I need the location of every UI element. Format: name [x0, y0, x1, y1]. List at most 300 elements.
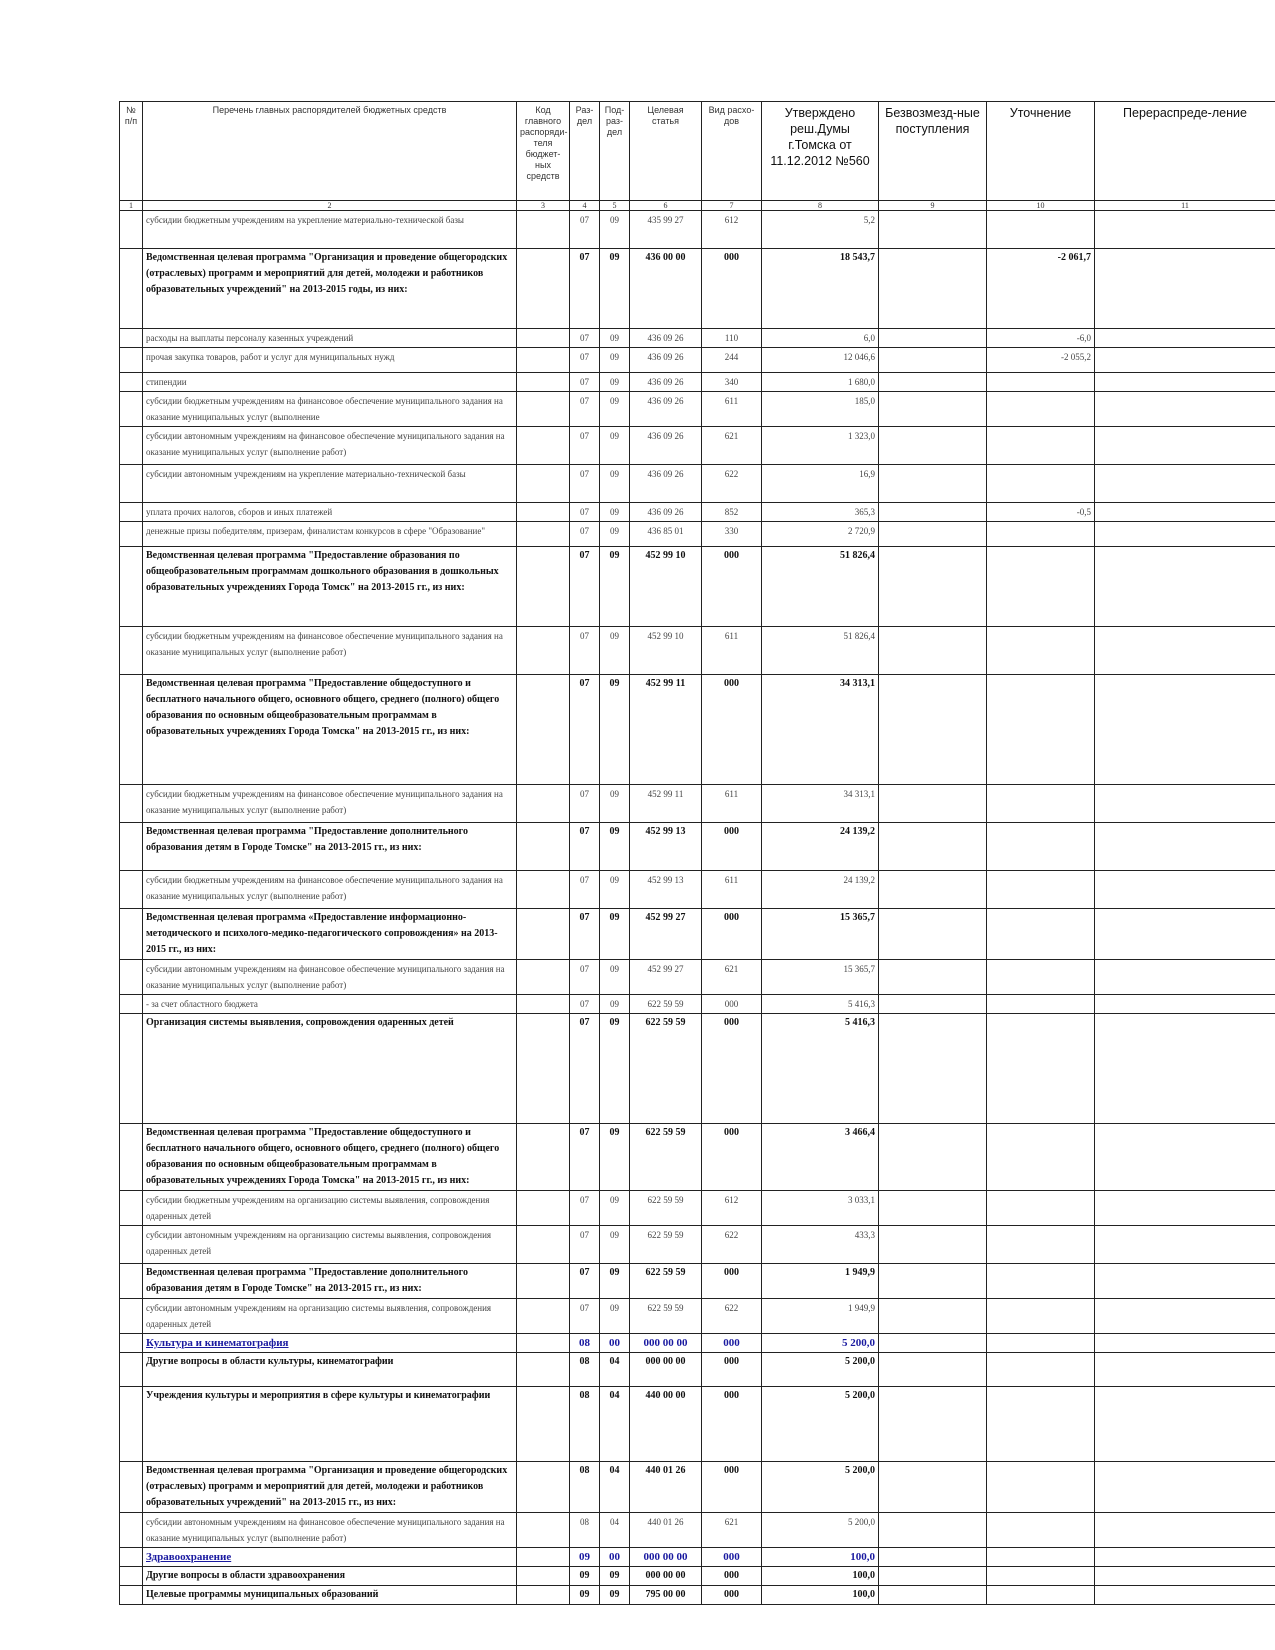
cell-number	[120, 1353, 143, 1387]
cell-free-receipts	[879, 249, 987, 329]
cell-statya: 436 00 00	[630, 249, 702, 329]
cell-utochnenie	[987, 627, 1095, 675]
cell-approved: 1 323,0	[762, 427, 879, 465]
cell-free-receipts	[879, 1264, 987, 1299]
cell-statya: 000 00 00	[630, 1353, 702, 1387]
table-row	[120, 427, 1275, 465]
cell-approved: 24 139,2	[762, 823, 879, 871]
cell-razdel: 07	[570, 871, 600, 909]
cell-podrazdel: 04	[600, 1387, 630, 1462]
cell-podrazdel: 09	[600, 823, 630, 871]
cell-number	[120, 503, 143, 522]
cell-name: субсидии бюджетным учреждениям на финансовое обеспечение муниципального задания на оказание муниципальных услуг (выполнение	[143, 392, 517, 427]
table-row	[120, 249, 1275, 329]
cell-number	[120, 211, 143, 249]
cell-statya: 436 09 26	[630, 329, 702, 348]
column-number: 4	[570, 201, 600, 211]
cell-vid: 611	[702, 871, 762, 909]
cell-number	[120, 1264, 143, 1299]
cell-approved: 1 949,9	[762, 1299, 879, 1334]
header-utochnenie: Уточнение	[987, 102, 1095, 201]
cell-code	[517, 1226, 570, 1264]
cell-statya: 436 09 26	[630, 427, 702, 465]
table-row	[120, 373, 1275, 392]
cell-approved: 100,0	[762, 1567, 879, 1586]
table-row	[120, 823, 1275, 871]
cell-razdel: 07	[570, 1124, 600, 1191]
cell-free-receipts	[879, 465, 987, 503]
cell-statya: 452 99 10	[630, 547, 702, 627]
cell-number	[120, 1299, 143, 1334]
cell-razdel: 07	[570, 1264, 600, 1299]
cell-approved: 34 313,1	[762, 785, 879, 823]
column-number: 5	[600, 201, 630, 211]
cell-utochnenie	[987, 392, 1095, 427]
cell-approved: 3 033,1	[762, 1191, 879, 1226]
cell-statya: 452 99 11	[630, 675, 702, 785]
cell-vid: 340	[702, 373, 762, 392]
cell-redistribution	[1095, 1567, 1275, 1586]
cell-utochnenie	[987, 1264, 1095, 1299]
cell-free-receipts	[879, 373, 987, 392]
cell-approved: 365,3	[762, 503, 879, 522]
cell-statya: 622 59 59	[630, 1124, 702, 1191]
cell-utochnenie	[987, 1513, 1095, 1548]
cell-redistribution	[1095, 348, 1275, 373]
cell-razdel: 07	[570, 1014, 600, 1124]
cell-utochnenie	[987, 1191, 1095, 1226]
cell-code	[517, 1353, 570, 1387]
cell-razdel: 07	[570, 1299, 600, 1334]
cell-vid: 611	[702, 627, 762, 675]
cell-podrazdel: 09	[600, 1299, 630, 1334]
cell-razdel: 08	[570, 1387, 600, 1462]
cell-approved: 1 680,0	[762, 373, 879, 392]
cell-utochnenie	[987, 427, 1095, 465]
cell-free-receipts	[879, 960, 987, 995]
cell-utochnenie	[987, 995, 1095, 1014]
cell-statya: 436 09 26	[630, 348, 702, 373]
cell-statya: 436 09 26	[630, 465, 702, 503]
cell-number	[120, 1548, 143, 1567]
cell-redistribution	[1095, 503, 1275, 522]
cell-number	[120, 823, 143, 871]
cell-utochnenie	[987, 465, 1095, 503]
cell-podrazdel: 09	[600, 373, 630, 392]
cell-approved: 185,0	[762, 392, 879, 427]
cell-code	[517, 1387, 570, 1462]
cell-number	[120, 871, 143, 909]
column-number-row	[120, 201, 1275, 211]
cell-code	[517, 1124, 570, 1191]
cell-number	[120, 1567, 143, 1586]
cell-number	[120, 373, 143, 392]
cell-free-receipts	[879, 871, 987, 909]
cell-name: Ведомственная целевая программа "Организация и проведение общегородских (отраслевых) программ и мероприятий для детей, молодежи и работников образовательных учреждений" на 2013-2015 годы, из них:	[143, 249, 517, 329]
cell-podrazdel: 09	[600, 1226, 630, 1264]
cell-statya: 000 00 00	[630, 1334, 702, 1353]
cell-utochnenie	[987, 960, 1095, 995]
cell-vid: 000	[702, 1567, 762, 1586]
cell-razdel: 07	[570, 348, 600, 373]
cell-redistribution	[1095, 1353, 1275, 1387]
cell-utochnenie	[987, 1462, 1095, 1513]
cell-approved: 100,0	[762, 1548, 879, 1567]
cell-redistribution	[1095, 1124, 1275, 1191]
cell-vid: 000	[702, 1586, 762, 1605]
cell-free-receipts	[879, 1462, 987, 1513]
table-row	[120, 995, 1275, 1014]
cell-utochnenie	[987, 522, 1095, 547]
cell-podrazdel: 00	[600, 1334, 630, 1353]
table-row	[120, 1462, 1275, 1513]
cell-utochnenie: -2 061,7	[987, 249, 1095, 329]
cell-razdel: 07	[570, 675, 600, 785]
cell-approved: 5,2	[762, 211, 879, 249]
cell-free-receipts	[879, 427, 987, 465]
cell-code	[517, 1191, 570, 1226]
table-row	[120, 1299, 1275, 1334]
cell-podrazdel: 09	[600, 211, 630, 249]
cell-number	[120, 960, 143, 995]
cell-utochnenie	[987, 1387, 1095, 1462]
cell-statya: 440 01 26	[630, 1462, 702, 1513]
cell-name: стипендии	[143, 373, 517, 392]
cell-approved: 3 466,4	[762, 1124, 879, 1191]
cell-podrazdel: 09	[600, 522, 630, 547]
cell-vid: 000	[702, 675, 762, 785]
table-row	[120, 1567, 1275, 1586]
cell-code	[517, 1014, 570, 1124]
cell-code	[517, 871, 570, 909]
cell-vid: 000	[702, 1462, 762, 1513]
cell-vid: 000	[702, 1353, 762, 1387]
cell-redistribution	[1095, 1462, 1275, 1513]
cell-redistribution	[1095, 960, 1275, 995]
cell-statya: 000 00 00	[630, 1567, 702, 1586]
cell-number	[120, 392, 143, 427]
cell-redistribution	[1095, 211, 1275, 249]
header-statya: Целевая статья	[630, 102, 702, 201]
cell-name: субсидии автономным учреждениям на организацию системы выявления, сопровождения одаренных детей	[143, 1226, 517, 1264]
cell-number	[120, 1226, 143, 1264]
cell-redistribution	[1095, 675, 1275, 785]
cell-free-receipts	[879, 1191, 987, 1226]
table-row	[120, 627, 1275, 675]
cell-number	[120, 1462, 143, 1513]
cell-utochnenie	[987, 1334, 1095, 1353]
cell-free-receipts	[879, 1299, 987, 1334]
cell-vid: 000	[702, 1334, 762, 1353]
cell-podrazdel: 09	[600, 547, 630, 627]
cell-code	[517, 1334, 570, 1353]
cell-statya: 436 09 26	[630, 503, 702, 522]
cell-code	[517, 392, 570, 427]
cell-number	[120, 909, 143, 960]
table-row	[120, 909, 1275, 960]
cell-number	[120, 1387, 143, 1462]
table-row	[120, 1191, 1275, 1226]
cell-number	[120, 785, 143, 823]
cell-number	[120, 1014, 143, 1124]
cell-redistribution	[1095, 373, 1275, 392]
cell-vid: 330	[702, 522, 762, 547]
cell-free-receipts	[879, 823, 987, 871]
cell-utochnenie	[987, 211, 1095, 249]
column-number: 6	[630, 201, 702, 211]
cell-redistribution	[1095, 995, 1275, 1014]
cell-approved: 15 365,7	[762, 909, 879, 960]
table-header-row	[120, 102, 1275, 201]
cell-redistribution	[1095, 1299, 1275, 1334]
cell-code	[517, 909, 570, 960]
cell-name: Ведомственная целевая программа "Предоставление дополнительного образования детям в Городе Томске" на 2013-2015 гг., из них:	[143, 1264, 517, 1299]
cell-free-receipts	[879, 785, 987, 823]
cell-code	[517, 960, 570, 995]
cell-razdel: 07	[570, 503, 600, 522]
cell-redistribution	[1095, 1548, 1275, 1567]
table-body	[120, 211, 1275, 1605]
cell-statya: 436 09 26	[630, 392, 702, 427]
cell-vid: 611	[702, 392, 762, 427]
table-row	[120, 871, 1275, 909]
cell-approved: 18 543,7	[762, 249, 879, 329]
cell-approved: 6,0	[762, 329, 879, 348]
table-row	[120, 785, 1275, 823]
cell-utochnenie	[987, 909, 1095, 960]
cell-approved: 2 720,9	[762, 522, 879, 547]
cell-redistribution	[1095, 329, 1275, 348]
cell-number	[120, 547, 143, 627]
table-row	[120, 547, 1275, 627]
cell-code	[517, 465, 570, 503]
cell-free-receipts	[879, 1513, 987, 1548]
header-razdel: Раз-дел	[570, 102, 600, 201]
cell-name: Другие вопросы в области культуры, кинематографии	[143, 1353, 517, 1387]
table-row	[120, 503, 1275, 522]
table-row	[120, 675, 1275, 785]
cell-name: субсидии автономным учреждениям на финансовое обеспечение муниципального задания на оказание муниципальных услуг (выполнение работ)	[143, 960, 517, 995]
cell-razdel: 07	[570, 823, 600, 871]
cell-number	[120, 995, 143, 1014]
cell-approved: 12 046,6	[762, 348, 879, 373]
cell-utochnenie	[987, 1226, 1095, 1264]
cell-podrazdel: 09	[600, 960, 630, 995]
column-number: 10	[987, 201, 1095, 211]
cell-code	[517, 211, 570, 249]
cell-free-receipts	[879, 1334, 987, 1353]
cell-razdel: 07	[570, 329, 600, 348]
cell-podrazdel: 04	[600, 1353, 630, 1387]
cell-code	[517, 1567, 570, 1586]
header-vid: Вид расхо-дов	[702, 102, 762, 201]
cell-code	[517, 785, 570, 823]
header-approved: Утверждено реш.Думы г.Томска от 11.12.2012 №560	[762, 102, 879, 201]
cell-statya: 452 99 27	[630, 909, 702, 960]
cell-code	[517, 249, 570, 329]
cell-name: субсидии бюджетным учреждениям на финансовое обеспечение муниципального задания на оказание муниципальных услуг (выполнение работ)	[143, 627, 517, 675]
table-row	[120, 1226, 1275, 1264]
cell-redistribution	[1095, 465, 1275, 503]
cell-statya: 622 59 59	[630, 1014, 702, 1124]
table-row	[120, 1264, 1275, 1299]
cell-podrazdel: 09	[600, 627, 630, 675]
column-number: 8	[762, 201, 879, 211]
cell-podrazdel: 04	[600, 1513, 630, 1548]
cell-vid: 000	[702, 249, 762, 329]
cell-razdel: 07	[570, 1226, 600, 1264]
cell-free-receipts	[879, 1014, 987, 1124]
cell-podrazdel: 09	[600, 675, 630, 785]
cell-approved: 15 365,7	[762, 960, 879, 995]
cell-name: денежные призы победителям, призерам, финалистам конкурсов в сфере "Образование"	[143, 522, 517, 547]
cell-redistribution	[1095, 392, 1275, 427]
cell-code	[517, 1513, 570, 1548]
cell-vid: 611	[702, 785, 762, 823]
cell-redistribution	[1095, 871, 1275, 909]
cell-utochnenie	[987, 823, 1095, 871]
cell-redistribution	[1095, 522, 1275, 547]
cell-vid: 000	[702, 547, 762, 627]
cell-free-receipts	[879, 1124, 987, 1191]
cell-utochnenie	[987, 1299, 1095, 1334]
cell-utochnenie	[987, 1586, 1095, 1605]
cell-statya: 000 00 00	[630, 1548, 702, 1567]
cell-statya: 622 59 59	[630, 1226, 702, 1264]
column-number: 7	[702, 201, 762, 211]
cell-podrazdel: 04	[600, 1462, 630, 1513]
cell-name: Ведомственная целевая программа "Предоставление общедоступного и бесплатного начального общего, основного общего, среднего (полного) общего образования по основным общеобразовательным программам в образовательных учреждениях Города Томска" на 2013-2015 гг., из них:	[143, 1124, 517, 1191]
cell-utochnenie: -2 055,2	[987, 348, 1095, 373]
cell-podrazdel: 09	[600, 329, 630, 348]
cell-name: Организация системы выявления, сопровождения одаренных детей	[143, 1014, 517, 1124]
cell-free-receipts	[879, 211, 987, 249]
cell-code	[517, 1299, 570, 1334]
cell-podrazdel: 09	[600, 909, 630, 960]
table-row	[120, 960, 1275, 995]
cell-approved: 100,0	[762, 1586, 879, 1605]
cell-code	[517, 1586, 570, 1605]
cell-vid: 110	[702, 329, 762, 348]
cell-name: Ведомственная целевая программа «Предоставление информационно-методического и психолого-медико-педагогического сопровождения» на 2013-2015 гг., из них:	[143, 909, 517, 960]
header-podrazdel: Под-раз-дел	[600, 102, 630, 201]
budget-table-sheet	[119, 101, 1275, 1605]
header-code: Код главного распоряди-теля бюджет-ных средств	[517, 102, 570, 201]
cell-number	[120, 522, 143, 547]
cell-redistribution	[1095, 1264, 1275, 1299]
cell-approved: 5 200,0	[762, 1334, 879, 1353]
cell-utochnenie	[987, 373, 1095, 392]
cell-razdel: 09	[570, 1548, 600, 1567]
cell-statya: 435 99 27	[630, 211, 702, 249]
cell-approved: 5 200,0	[762, 1387, 879, 1462]
cell-redistribution	[1095, 785, 1275, 823]
cell-vid: 000	[702, 823, 762, 871]
cell-number	[120, 465, 143, 503]
cell-name: Ведомственная целевая программа "Организация и проведение общегородских (отраслевых) программ и мероприятий для детей, молодежи и работников образовательных учреждений" на 2013-2015 гг., из них:	[143, 1462, 517, 1513]
table-row	[120, 1124, 1275, 1191]
cell-razdel: 07	[570, 211, 600, 249]
cell-utochnenie	[987, 1353, 1095, 1387]
cell-approved: 5 200,0	[762, 1513, 879, 1548]
cell-number	[120, 249, 143, 329]
cell-redistribution	[1095, 427, 1275, 465]
cell-code	[517, 373, 570, 392]
cell-free-receipts	[879, 909, 987, 960]
cell-number	[120, 329, 143, 348]
table-row	[120, 348, 1275, 373]
column-number: 1	[120, 201, 143, 211]
cell-free-receipts	[879, 1353, 987, 1387]
cell-free-receipts	[879, 995, 987, 1014]
cell-name	[143, 1548, 517, 1567]
header-name: Перечень главных распорядителей бюджетных средств	[143, 102, 517, 201]
cell-approved: 24 139,2	[762, 871, 879, 909]
cell-podrazdel: 09	[600, 249, 630, 329]
cell-name: субсидии бюджетным учреждениям на финансовое обеспечение муниципального задания на оказание муниципальных услуг (выполнение работ)	[143, 871, 517, 909]
cell-vid: 612	[702, 211, 762, 249]
cell-statya: 440 00 00	[630, 1387, 702, 1462]
cell-redistribution	[1095, 1191, 1275, 1226]
cell-free-receipts	[879, 1586, 987, 1605]
header-redistribution: Перераспреде-ление	[1095, 102, 1275, 201]
cell-vid: 622	[702, 1299, 762, 1334]
cell-code	[517, 547, 570, 627]
cell-approved: 51 826,4	[762, 627, 879, 675]
cell-podrazdel: 09	[600, 465, 630, 503]
cell-approved: 5 200,0	[762, 1462, 879, 1513]
cell-statya: 452 99 11	[630, 785, 702, 823]
cell-razdel: 07	[570, 1191, 600, 1226]
cell-code	[517, 675, 570, 785]
cell-approved: 51 826,4	[762, 547, 879, 627]
cell-name: субсидии бюджетным учреждениям на организацию системы выявления, сопровождения одаренных детей	[143, 1191, 517, 1226]
cell-statya: 436 09 26	[630, 373, 702, 392]
cell-number	[120, 427, 143, 465]
cell-podrazdel: 00	[600, 1548, 630, 1567]
cell-name: уплата прочих налогов, сборов и иных платежей	[143, 503, 517, 522]
cell-approved: 5 416,3	[762, 1014, 879, 1124]
cell-razdel: 08	[570, 1513, 600, 1548]
cell-vid: 000	[702, 1387, 762, 1462]
cell-name: - за счет областного бюджета	[143, 995, 517, 1014]
cell-vid: 622	[702, 465, 762, 503]
cell-approved: 34 313,1	[762, 675, 879, 785]
cell-code	[517, 1462, 570, 1513]
cell-razdel: 07	[570, 392, 600, 427]
cell-razdel: 07	[570, 465, 600, 503]
cell-podrazdel: 09	[600, 1586, 630, 1605]
cell-vid: 000	[702, 1264, 762, 1299]
cell-statya: 452 99 13	[630, 871, 702, 909]
cell-code	[517, 348, 570, 373]
cell-razdel: 07	[570, 960, 600, 995]
cell-number	[120, 1334, 143, 1353]
table-row	[120, 1513, 1275, 1548]
cell-statya: 622 59 59	[630, 1299, 702, 1334]
cell-free-receipts	[879, 503, 987, 522]
cell-razdel: 07	[570, 785, 600, 823]
cell-vid: 000	[702, 1548, 762, 1567]
cell-code	[517, 503, 570, 522]
budget-table	[119, 101, 1275, 1605]
table-row	[120, 1586, 1275, 1605]
cell-podrazdel: 09	[600, 1191, 630, 1226]
section-title: Культура и кинематография	[146, 1337, 289, 1349]
cell-statya: 452 99 10	[630, 627, 702, 675]
cell-code	[517, 427, 570, 465]
cell-razdel: 07	[570, 627, 600, 675]
